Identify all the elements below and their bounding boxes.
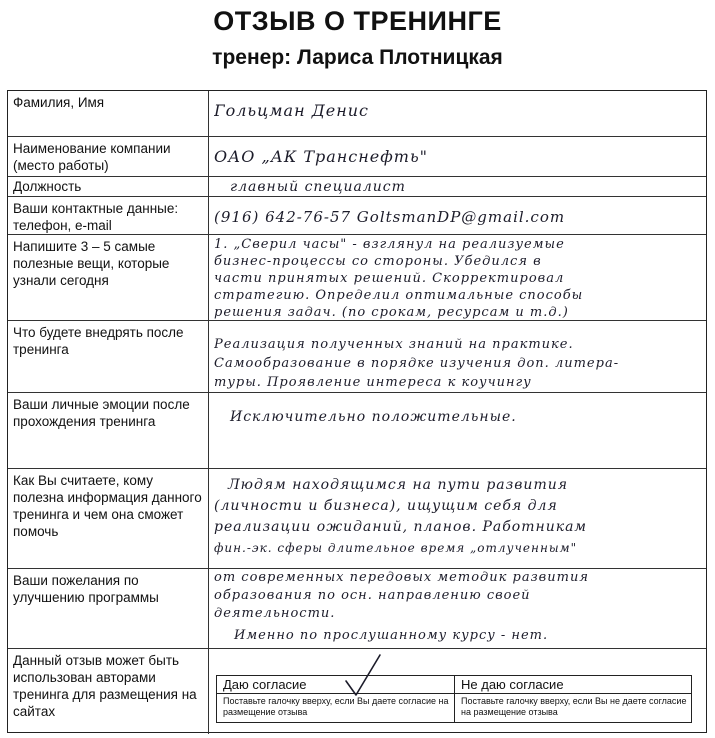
row-company (8, 137, 706, 177)
consent-no-option[interactable] (455, 676, 691, 722)
answer-line: ОАО „АК Транснефть" (214, 147, 429, 166)
answer-line: фин.-эк. сферы длительное время „отлученным" (214, 541, 578, 555)
answer-wishes[interactable] (214, 569, 702, 648)
row-wishes (8, 569, 706, 649)
label-implement: Что будете внедрять после тренинга (8, 321, 209, 392)
answer-emotions[interactable] (214, 393, 702, 468)
consent-box (216, 675, 692, 723)
form-title: ОТЗЫВ О ТРЕНИНГЕ (213, 6, 502, 36)
answer-line: Людям находящимся на пути развития (228, 477, 569, 493)
answer-implement[interactable] (214, 321, 702, 392)
answer-useful-things[interactable] (214, 235, 702, 320)
answer-line: (916) 642-76-57 GoltsmanDP@gmail.com (214, 208, 566, 226)
answer-line: решения задач. (по срокам, ресурсам и т.д.) (214, 305, 569, 320)
answer-line: реализации ожиданий, планов. Работникам (214, 519, 588, 535)
trainer-subtitle: тренер: Лариса Плотницкая (212, 46, 503, 69)
row-permission (8, 649, 706, 734)
label-contacts: Ваши контактные данные: телефон, e-mail (8, 197, 209, 234)
label-wishes: Ваши пожелания по улучшению программы (8, 569, 209, 648)
feedback-form (7, 90, 707, 733)
consent-no-note: Поставьте галочку вверху, если Вы не даете согласие на размещение отзыва (461, 696, 687, 717)
answer-line: 1. „Сверил часы" - взглянул на реализуемые (214, 237, 565, 252)
answer-line: туры. Проявление интереса к коучингу (214, 375, 532, 390)
consent-yes-note: Поставьте галочку вверху, если Вы даете согласие на размещение отзыва (223, 696, 449, 717)
consent-yes-option[interactable] (217, 676, 455, 722)
answer-contacts[interactable] (214, 197, 702, 234)
label-company: Наименование компании (место работы) (8, 137, 209, 176)
label-position: Должность (8, 177, 209, 196)
answer-line: образования по осн. направлению своей (214, 588, 531, 603)
row-implement (8, 321, 706, 393)
label-permission: Данный отзыв может быть использован авторами тренинга для размещения на сайтах (8, 649, 209, 734)
answer-line: части принятых решений. Скорректировал (214, 271, 565, 286)
answer-line: (личности и бизнеса), ищущим себя для (214, 498, 558, 514)
label-full-name: Фамилия, Имя (8, 91, 209, 136)
row-contacts (8, 197, 706, 235)
answer-company[interactable] (214, 137, 702, 176)
row-useful-things (8, 235, 706, 321)
answer-position[interactable] (214, 177, 702, 196)
label-emotions: Ваши личные эмоции после прохождения тренинга (8, 393, 209, 468)
label-useful-things: Напишите 3 – 5 самые полезные вещи, которые узнали сегодня (8, 235, 209, 320)
answer-line: Реализация полученных знаний на практике. (214, 337, 574, 352)
checkmark-icon (344, 651, 384, 699)
answer-line: деятельности. (214, 606, 336, 621)
row-who-benefits (8, 469, 706, 569)
consent-yes-title: Даю согласие (217, 676, 454, 694)
consent-no-title: Не даю согласие (455, 676, 691, 694)
answer-line: главный специалист (230, 179, 406, 195)
row-full-name (8, 91, 706, 137)
row-emotions (8, 393, 706, 469)
answer-line: Гольцман Денис (214, 101, 369, 120)
row-position (8, 177, 706, 197)
answer-line: Самообразование в порядке изучения доп. литера- (214, 356, 620, 371)
answer-who-benefits[interactable] (214, 469, 702, 568)
answer-line: Именно по прослушанному курсу - нет. (234, 628, 549, 643)
answer-line: от современных передовых методик развития (214, 570, 589, 585)
answer-line: стратегию. Определил оптимальные способы (214, 288, 584, 303)
label-who-benefits: Как Вы считаете, кому полезна информация данного тренинга и чем она сможет помочь (8, 469, 209, 568)
answer-line: бизнес-процессы со стороны. Убедился в (214, 254, 542, 269)
answer-full-name[interactable] (214, 91, 702, 136)
answer-line: Исключительно положительные. (230, 409, 517, 425)
